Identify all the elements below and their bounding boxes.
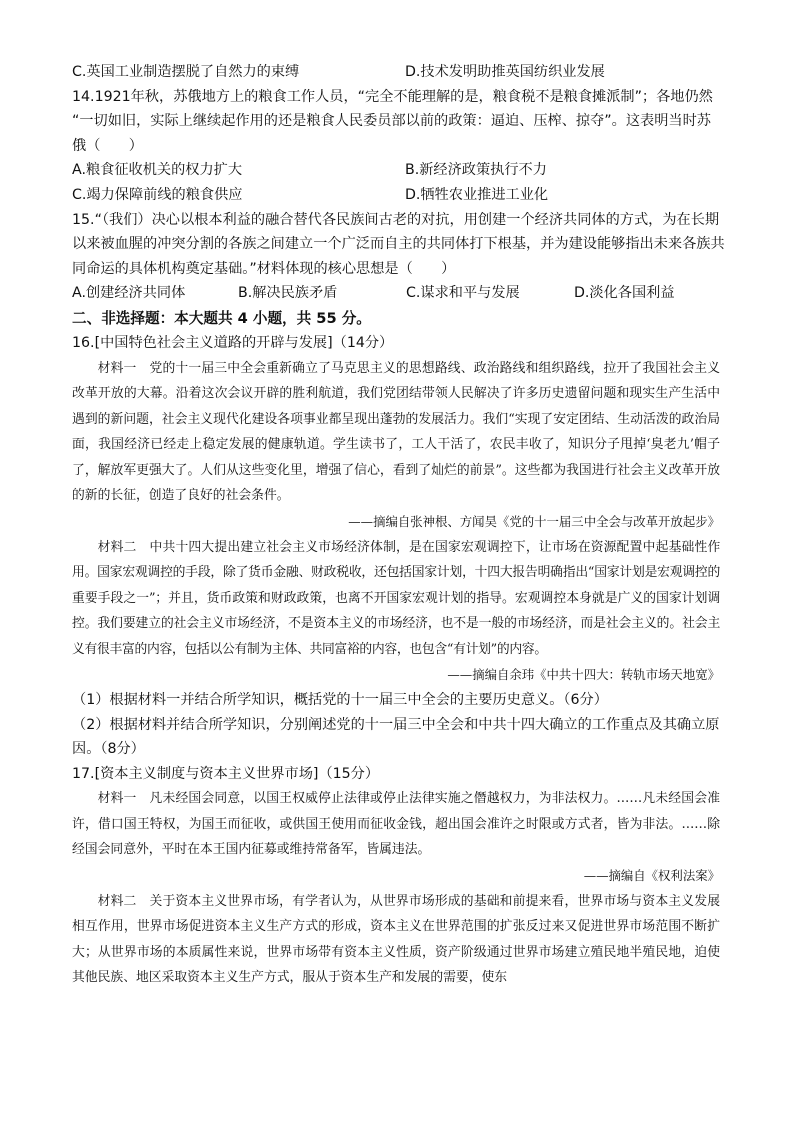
q14-option-c: C.竭力保障前线的粮食供应 [72, 186, 243, 203]
q14-option-a: A.粮食征收机关的权力扩大 [72, 162, 243, 179]
q14-stem-line: 俄（ ） [72, 137, 143, 154]
q13-option-c: C.英国工业制造摆脱了自然力的束缚 [72, 64, 300, 80]
q17-source-1: ——摘编自《权利法案》 [583, 867, 720, 883]
q14-options-row [72, 158, 720, 183]
q17-heading: 17.[资本主义制度与资本主义世界市场]（15分） [72, 765, 380, 782]
q13-options-row [72, 60, 720, 85]
q15-option-c: C.谋求和平与发展 [406, 285, 520, 302]
q15-stem-line: 15.“（我们）决心以根本利益的融合替代各民族间古老的对抗，用创建一个经济共同体的方式，为在长期 [72, 211, 720, 228]
q14-stem-line: 14.1921年秋，苏俄地方上的粮食工作人员，“完全不能理解的是，粮食税不是粮食摊派制”；各地仍然 [72, 88, 713, 105]
page-content [72, 60, 725, 991]
q16-subquestion-2-cont: 因。（8分） [72, 741, 145, 758]
question-16 [72, 331, 720, 762]
q16-heading: 16.[中国特色社会主义道路的开辟与发展]（14分） [72, 334, 394, 351]
q16-material-2 [72, 535, 720, 663]
q16-subquestion-1: （1）根据材料一并结合所学知识，概括党的十一届三中全会的主要历史意义。（6分） [72, 692, 608, 709]
q14-stem-line: “一切如旧，实际上继续起作用的还是粮食人民委员部以前的政策：逼迫、压榨、掠夺”。这表明当时苏 [72, 113, 711, 130]
q16-source-2: ——摘编自余玮《中共十四大：转轨市场天地宽》 [447, 667, 720, 683]
q16-material-1 [72, 356, 720, 509]
q14-options-row [72, 183, 720, 208]
q14-option-b: B.新经济政策执行不力 [405, 162, 547, 179]
q15-option-b: B.解决民族矛盾 [238, 285, 338, 302]
q15-option-a: A.创建经济共同体 [72, 285, 186, 302]
q15-options-row [72, 281, 720, 306]
q16-source-1: ——摘编自张神根、方闻昊《党的十一届三中全会与改革开放起步》 [348, 513, 720, 529]
material-text: 材料一 凡未经国会同意，以国王权威停止法律或停止法律实施之僭越权力，为非法权力。……凡未经国会准许，借口国王特权，为国王而征收，或供国王使用而征收金钱，超出国会准许之时限或方式者，皆为非法。……除经国会同意外，平时在本王国内征募或维持常备军，皆属违法。 [72, 791, 720, 858]
question-14 [72, 85, 720, 208]
q17-material-2 [72, 889, 720, 991]
material-text: 材料二 关于资本主义世界市场，有学者认为，从世界市场形成的基础和前提来看，世界市场与资本主义发展相互作用，世界市场促进资本主义生产方式的形成，资本主义在世界范围的扩张反过来又促进世界市场范围不断扩大；从世界市场的本质属性来说，世界市场带有资本主义性质，资产阶级通过世界市场建立殖民地半殖民地，迫使其他民族、地区采取资本主义生产方式，服从于资本生产和发展的需要，使东 [72, 893, 720, 986]
material-text: 材料二 中共十四大提出建立社会主义市场经济体制，是在国家宏观调控下，让市场在资源配置中起基础性作用。国家宏观调控的手段，除了货币金融、财政税收，还包括国家计划，十四大报告明确指出“国家计划是宏观调控的重要手段之一”；并且，货币政策和财政政策，也离不开国家宏观计划的指导。宏观调控本身就是广义的国家计划调控。我们要建立的社会主义市场经济，不是资本主义的市场经济，也不是一般的市场经济，而是社会主义的。社会主义有很丰富的内容，包括以公有制为主体、共同富裕的内容，也包含“有计划”的内容。 [72, 539, 720, 657]
q15-stem-line: 以来被血腥的冲突分割的各族之间建立一个广泛而自主的共同体打下根基，并为建设能够指出未来各族共 [72, 236, 725, 253]
q16-subquestion-2: （2）根据材料并结合所学知识，分别阐述党的十一届三中全会和中共十四大确立的工作重点及其确立原 [72, 716, 720, 733]
q13-option-d: D.技术发明助推英国纺织业发展 [405, 64, 605, 80]
material-text: 材料一 党的十一届三中全会重新确立了马克思主义的思想路线、政治路线和组织路线，拉开了我国社会主义改革开放的大幕。沿着这次会议开辟的胜利航道，我们党团结带领人民解决了许多历史遗留问题和现实生产生活中遇到的新问题，社会主义现代化建设各项事业都呈现出蓬勃的发展活力。我们“实现了安定团结、生动活泼的政治局面，我国经济已经走上稳定发展的健康轨道。学生读书了，工人干活了，农民丰收了，知识分子甩掉‘臭老九’帽子了，解放军更强大了。人们从这些变化里，增强了信心，看到了灿烂的前景”。这些都为我国进行社会主义改革开放的新的长征，创造了良好的社会条件。 [72, 360, 720, 504]
section-heading: 二、非选择题：本大题共 4 小题，共 55 分。 [72, 309, 371, 327]
q14-option-d: D.牺牲农业推进工业化 [405, 186, 549, 203]
question-17 [72, 762, 720, 991]
q15-stem-line: 同命运的具体机构奠定基础。”材料体现的核心思想是（ ） [72, 260, 456, 277]
q15-option-d: D.淡化各国利益 [574, 285, 675, 302]
question-15 [72, 208, 725, 306]
q17-material-1 [72, 786, 720, 863]
